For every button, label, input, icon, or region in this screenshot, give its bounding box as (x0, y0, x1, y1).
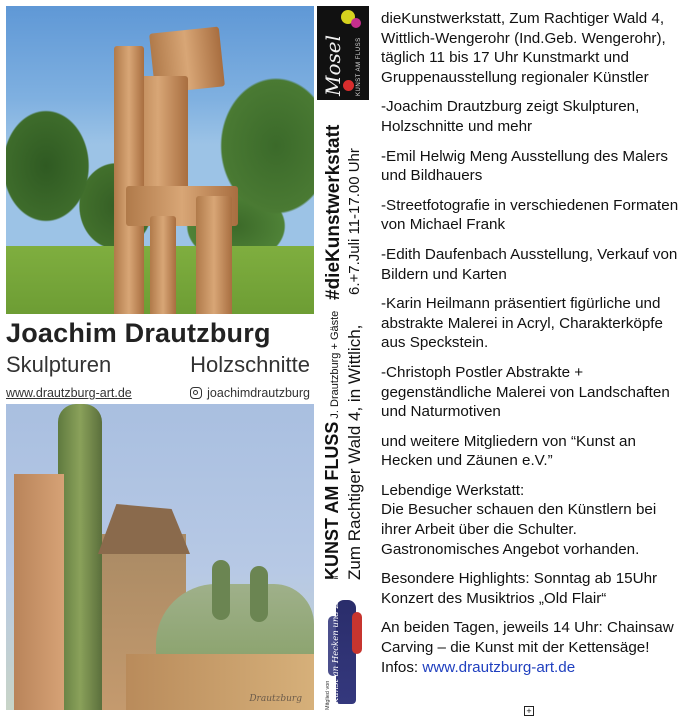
event-guests: J. Drautzburg + Gäste (329, 310, 341, 422)
intro-text: dieKunstwerkstatt, Zum Rachtiger Wald 4, Wittlich-Wengerohr (Ind.Geb. Wengerohr), täglich 11 bis 17 Uhr Kunstmarkt und Gruppenausstellung regionaler Künstler (381, 10, 666, 86)
painting-tree-1 (212, 560, 230, 620)
instagram-icon (190, 387, 202, 399)
discipline-sculptures: Skulpturen (6, 352, 112, 377)
sculpture-leg-front (196, 196, 232, 314)
painting-tower (58, 404, 102, 710)
event-title-main: KUNST AM FLUSS (322, 421, 342, 580)
instagram-handle[interactable] (190, 386, 310, 400)
infos-line (381, 658, 679, 678)
painting-house-left (14, 474, 64, 710)
contact-row (6, 386, 314, 400)
sculpture-leg-mid (150, 216, 176, 314)
event-dates: 6.+7.Juli 11-17.00 Uhr (346, 148, 363, 295)
artist-name: Joachim Drautzburg (6, 318, 271, 348)
chainsaw-text: An beiden Tagen, jeweils 14 Uhr: Chainsaw Carving – die Kunst mit der Kettensäge! (381, 619, 674, 657)
info-item: -Emil Helwig Meng Ausstellung des Malers und Bildhauers (381, 147, 668, 185)
painting-roof (98, 504, 190, 554)
painting-tree-2 (250, 566, 268, 622)
info-item: -Christoph Postler Abstrakte + gegenständliche Malerei von Landschaften und Naturmotiven (381, 363, 670, 421)
info-item: und weitere Mitgliedern von “Kunst an Hecken und Zäunen e.V.” (381, 432, 636, 470)
event-address: Zum Rachtiger Wald 4, in Wittlich, (345, 324, 364, 580)
artist-block (6, 318, 314, 400)
woodcut-painting (6, 404, 314, 710)
info-item: -Streetfotografie in verschiedenen Formaten von Michael Frank (381, 196, 679, 234)
info-item: -Karin Heilmann präsentiert figürliche und abstrakte Malerei in Acryl, Charakterköpfe aus Speckstein. (381, 295, 663, 352)
crosshair-icon: + (524, 706, 534, 716)
werkstatt-title: Lebendige Werkstatt: (381, 481, 525, 499)
sculpture-photo (6, 6, 314, 314)
werkstatt-text: Die Besucher schauen den Künstlern bei ihrer Arbeit über die Schulter. Gastronomisches Angebot vorhanden. (381, 501, 657, 558)
logo-splash-pink (351, 18, 361, 28)
mosel-logo-word: Mosel (321, 34, 345, 96)
kunst-logo-word: Kunst an Hecken und Zäunen (331, 576, 341, 704)
highlights-text: Besondere Highlights: Sonntag ab 15Uhr Konzert des Musiktrios „Old Flair“ (381, 570, 658, 607)
hashtag-title: #dieKunstwerkstatt (323, 124, 344, 300)
info-item: -Edith Daufenbach Ausstellung, Verkauf von Bildern und Karten (381, 245, 678, 283)
discipline-woodcuts: Holzschnitte (190, 352, 310, 377)
artist-disciplines (6, 352, 314, 378)
event-title (322, 311, 343, 580)
infos-link[interactable]: www.drautzburg-art.de (422, 658, 576, 676)
infos-label: Infos: (381, 658, 423, 676)
sculpture-back (114, 46, 144, 314)
instagram-name: joachimdrautzburg (207, 386, 310, 400)
kunst-logo-member-text: Mitglied von (325, 680, 331, 710)
event-info (381, 9, 679, 677)
mosel-logo-sub: KUNST AM FLUSS (356, 37, 362, 96)
info-item: -Joachim Drautzburg zeigt Skulpturen, Holzschnitte und mehr (381, 98, 640, 135)
logo-brush-stroke-3 (352, 612, 362, 654)
painting-signature: Drautzburg (249, 694, 302, 704)
website-link[interactable]: www.drautzburg-art.de (6, 386, 132, 400)
